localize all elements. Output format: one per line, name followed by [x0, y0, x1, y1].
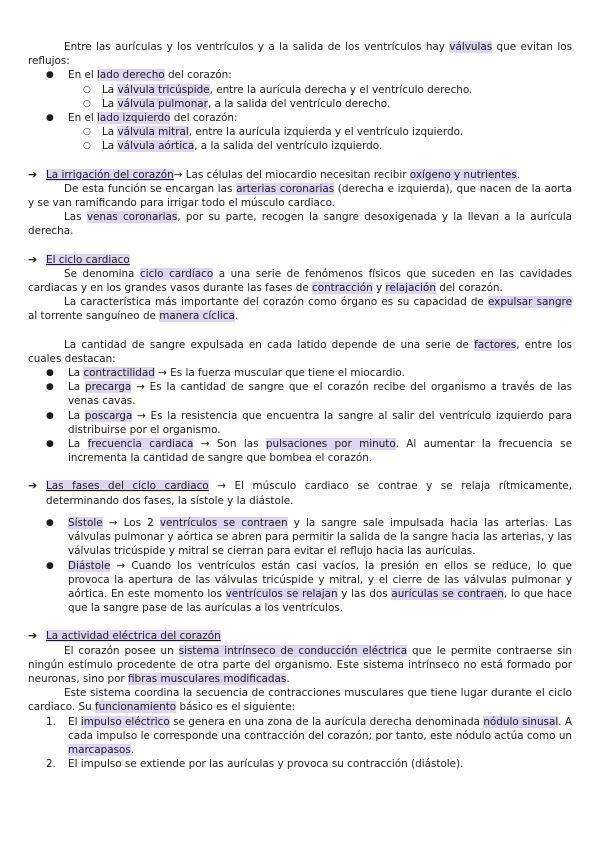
bullet-icon: ● — [46, 439, 54, 450]
arrow-icon: ➔ — [28, 479, 38, 493]
highlight-sistema-intrinseco: sistema intrínseco de conducción eléctrica — [178, 644, 408, 657]
text: La cantidad de sangre expulsada en cada latido depende de una serie de — [64, 338, 475, 351]
spacer — [28, 154, 572, 168]
highlight-contractilidad: contractilidad — [83, 367, 155, 380]
spacer — [28, 508, 572, 516]
text: Son las — [209, 438, 266, 451]
electric-paragraph-1 — [28, 644, 572, 687]
highlight-impulso-electrico: impulso eléctrico — [80, 715, 170, 728]
text: La — [68, 438, 88, 451]
section-title-phases: Las fases del ciclo cardiaco — [46, 480, 209, 493]
intro-text: Entre las aurículas y los ventrículos y a la salida de los ventrículos hay — [64, 41, 450, 53]
text: Los 2 — [117, 516, 160, 529]
list-number: 1. — [46, 715, 56, 728]
highlight-valvula-aortica: válvula aórtica — [117, 140, 195, 153]
highlight-diastole: Diástole — [68, 559, 111, 572]
text: , a la salida del ventrículo derecho. — [207, 97, 391, 110]
list-number: 2. — [46, 758, 56, 771]
text: . A cada impulso le corresponde una contracción del corazón; por tanto, este nódulo actúa como un — [68, 715, 572, 742]
spacer — [28, 239, 572, 253]
cycle-paragraph-2 — [28, 295, 572, 323]
text: Las células del miocardio necesitan recibir — [182, 168, 410, 181]
intro-paragraph — [28, 40, 572, 68]
text: , entre la aurícula izquierda y el ventrículo izquierdo. — [188, 126, 464, 139]
bullet-icon: ● — [46, 113, 54, 124]
spacer — [28, 465, 572, 479]
spacer — [28, 615, 572, 629]
irrigation-paragraph-1 — [28, 182, 572, 210]
section-title-cycle: El ciclo cardiaco — [46, 253, 130, 266]
text: El músculo cardiaco se contrae y se relaja rítmicamente, determinando dos fases, la sístole y la diástole. — [46, 480, 572, 507]
section-irrigation-heading — [28, 168, 572, 182]
phase-diastole — [28, 559, 572, 616]
text: Se denomina — [64, 267, 140, 280]
bullet-icon: ● — [46, 560, 54, 571]
text: , por su parte, recogen la sangre desoxigenada y la llevan a la aurícula derecha. — [28, 211, 572, 238]
arrow-icon: ➔ — [28, 167, 38, 181]
electric-paragraph-2 — [28, 686, 572, 714]
text: , lo que hace que la sangre pase de las aurículas a los ventrículos. — [68, 587, 572, 615]
text: básico es el siguiente: — [176, 701, 296, 714]
text: . — [286, 672, 290, 685]
cycle-paragraph-1 — [28, 267, 572, 295]
highlight-expulsar-sangre: expulsar sangre — [487, 296, 572, 309]
text: El corazón posee un — [64, 644, 179, 657]
text: En el — [68, 69, 98, 82]
highlight-sistole: Sístole — [68, 516, 103, 529]
text: La característica más importante del corazón como órgano es su capacidad de — [64, 296, 488, 309]
small-arrow-icon: → — [108, 516, 118, 529]
highlight-contraccion: contracción — [312, 282, 373, 295]
text: que le permite contraerse sin ningún estímulo procedente de otra parte del organismo. Este sistema intrínseco no está formado por neuronas, sino por — [28, 644, 572, 685]
arrow-icon: ➔ — [28, 629, 38, 643]
highlight-ciclo-cardiaco: ciclo cardíaco — [139, 267, 214, 280]
subbullet-pulmonary — [28, 97, 572, 111]
bullet-icon: ● — [46, 517, 54, 528]
highlight-lado-izquierdo: lado izquierdo — [97, 112, 171, 125]
highlight-funcionamiento: funcionamiento — [95, 701, 177, 714]
factor-contractility — [28, 366, 572, 380]
text: . — [234, 310, 239, 323]
small-arrow-icon: → — [116, 559, 126, 572]
highlight-factores: factores — [474, 338, 517, 351]
subbullet-mitral — [28, 125, 572, 139]
text: . — [516, 168, 521, 181]
highlight-auriculas-contraen: aurículas se contraen — [391, 587, 504, 600]
small-arrow-icon: → — [173, 168, 183, 181]
section-cycle-heading — [28, 253, 572, 267]
section-phases-heading — [28, 479, 572, 507]
text: , entre la aurícula derecha y el ventrículo derecho. — [209, 83, 473, 96]
small-arrow-icon: → — [200, 438, 210, 451]
section-title-irrigation: La irrigación del corazón — [46, 168, 174, 181]
text: (derecha e izquierda), que nacen de la aorta y se van ramificando para irrigar todo el músculo cardiaco. — [28, 182, 572, 210]
text: La — [102, 83, 118, 96]
text: En el — [68, 112, 98, 125]
text: y las dos — [337, 587, 392, 600]
highlight-nodulo-sinusal: nódulo sinusal — [483, 715, 559, 728]
text: Las — [64, 211, 87, 224]
numbered-item-2 — [28, 757, 572, 771]
bullet-icon: ● — [46, 410, 54, 421]
text: La — [102, 97, 118, 110]
cycle-paragraph-3 — [28, 338, 572, 366]
text: a una serie de fenómenos físicos que suceden en las cavidades cardiacas y en los grandes vasos durante las fases de — [28, 267, 573, 295]
text: La — [68, 381, 86, 394]
text: se genera en una zona de la aurícula derecha denominada — [169, 715, 484, 728]
text: La — [102, 140, 118, 153]
small-arrow-icon: → — [158, 367, 167, 380]
text: . — [130, 743, 135, 756]
text: del corazón: — [164, 69, 232, 82]
text: , a la salida del ventrículo izquierdo. — [194, 140, 383, 153]
text: La — [68, 367, 84, 380]
text: Es la resistencia que encuentra la sangre al salir del ventrículo izquierdo para distribuirse por el organismo. — [68, 409, 572, 436]
circle-bullet-icon: ○ — [83, 84, 91, 95]
text: La — [68, 409, 85, 422]
text: , entre los cuales destacan: — [28, 338, 572, 365]
highlight-valvula-tricuspide: válvula tricúspide — [117, 83, 210, 96]
highlight-arterias-coronarias: arterias coronarias — [236, 182, 335, 195]
numbered-item-1 — [28, 715, 572, 758]
subbullet-aortic — [28, 139, 572, 153]
highlight-ventriculos-contraen: ventrículos se contraen — [159, 516, 288, 529]
highlight-fibras-musculares: fibras musculares modificadas — [128, 672, 287, 685]
highlight-poscarga: poscarga — [84, 409, 133, 422]
highlight-pulsaciones: pulsaciones por minuto — [265, 438, 396, 451]
highlight-ventriculos-relajan: ventrículos se relajan — [225, 587, 338, 600]
circle-bullet-icon: ○ — [83, 141, 91, 152]
text: Es la cantidad de sangre que el corazón recibe del organismo a través de las venas cavas. — [68, 381, 572, 408]
text: Este sistema coordina la secuencia de contracciones musculares que tiene lugar durante el ciclo cardiaco. Su — [28, 687, 572, 714]
bullet-left-side — [28, 111, 572, 125]
small-arrow-icon: → — [136, 381, 145, 394]
text: El impulso se extiende por las aurículas y provoca su contracción (diástole). — [68, 758, 464, 771]
highlight-frecuencia-cardiaca: frecuencia cardiaca — [87, 438, 194, 451]
text: De esta función se encargan las — [64, 182, 237, 195]
phase-systole — [28, 516, 572, 559]
highlight-valvulas: válvulas — [449, 41, 493, 53]
highlight-oxigeno: oxígeno y nutrientes — [409, 168, 517, 181]
factor-preload — [28, 380, 572, 408]
text: y — [372, 282, 386, 295]
text: La — [102, 126, 118, 139]
bullet-right-side — [28, 68, 572, 82]
text: del corazón: — [170, 112, 238, 125]
highlight-relajacion: relajación — [385, 282, 436, 295]
highlight-valvula-mitral: válvula mitral — [117, 126, 189, 139]
text: del corazón. — [435, 282, 503, 295]
bullet-icon: ● — [46, 368, 54, 379]
circle-bullet-icon: ○ — [83, 98, 91, 109]
factor-afterload — [28, 409, 572, 437]
highlight-lado-derecho: lado derecho — [97, 69, 165, 82]
text: . Al aumentar la frecuencia se incrementa la cantidad de sangre que bombea el corazón. — [68, 438, 572, 465]
factor-heart-rate — [28, 437, 572, 465]
text: Es la fuerza muscular que tiene el miocardio. — [166, 367, 405, 380]
section-title-electric: La actividad eléctrica del corazón — [46, 630, 221, 643]
text: Cuando los ventrículos están casi vacíos, la presión en ellos se reduce, lo que provoca la apertura de las válvulas tricúspide y mitral, y el cierre de las válvulas pulmonar y aórtica. En este momento los — [68, 559, 572, 600]
circle-bullet-icon: ○ — [83, 127, 91, 138]
arrow-icon: ➔ — [28, 252, 38, 266]
highlight-venas-coronarias: venas coronarias — [86, 211, 178, 224]
section-electric-heading — [28, 629, 572, 643]
intro-text-end: que evitan los reflujos: — [28, 41, 572, 68]
highlight-manera-ciclica: manera cíclica — [159, 310, 235, 323]
text: El — [68, 715, 81, 728]
bullet-icon: ● — [46, 382, 54, 393]
text: al torrente sanguíneo de — [28, 310, 160, 323]
small-arrow-icon: → — [137, 409, 146, 422]
irrigation-paragraph-2 — [28, 210, 572, 238]
bullet-icon: ● — [46, 70, 54, 81]
highlight-valvula-pulmonar: válvula pulmonar — [117, 97, 208, 110]
spacer — [28, 324, 572, 338]
highlight-marcapasos: marcapasos — [68, 743, 131, 756]
subbullet-tricuspid — [28, 83, 572, 97]
text: y la sangre sale impulsada hacia las arterias. Las válvulas pulmonar y aórtica se abren para permitir la salida de la sangre hacia las arterias, y las válvulas tricúspide y mitral se cierran para evitar el reflujo hacia las aurículas. — [68, 516, 572, 558]
small-arrow-icon: → — [217, 480, 226, 493]
highlight-precarga: precarga — [85, 381, 132, 394]
